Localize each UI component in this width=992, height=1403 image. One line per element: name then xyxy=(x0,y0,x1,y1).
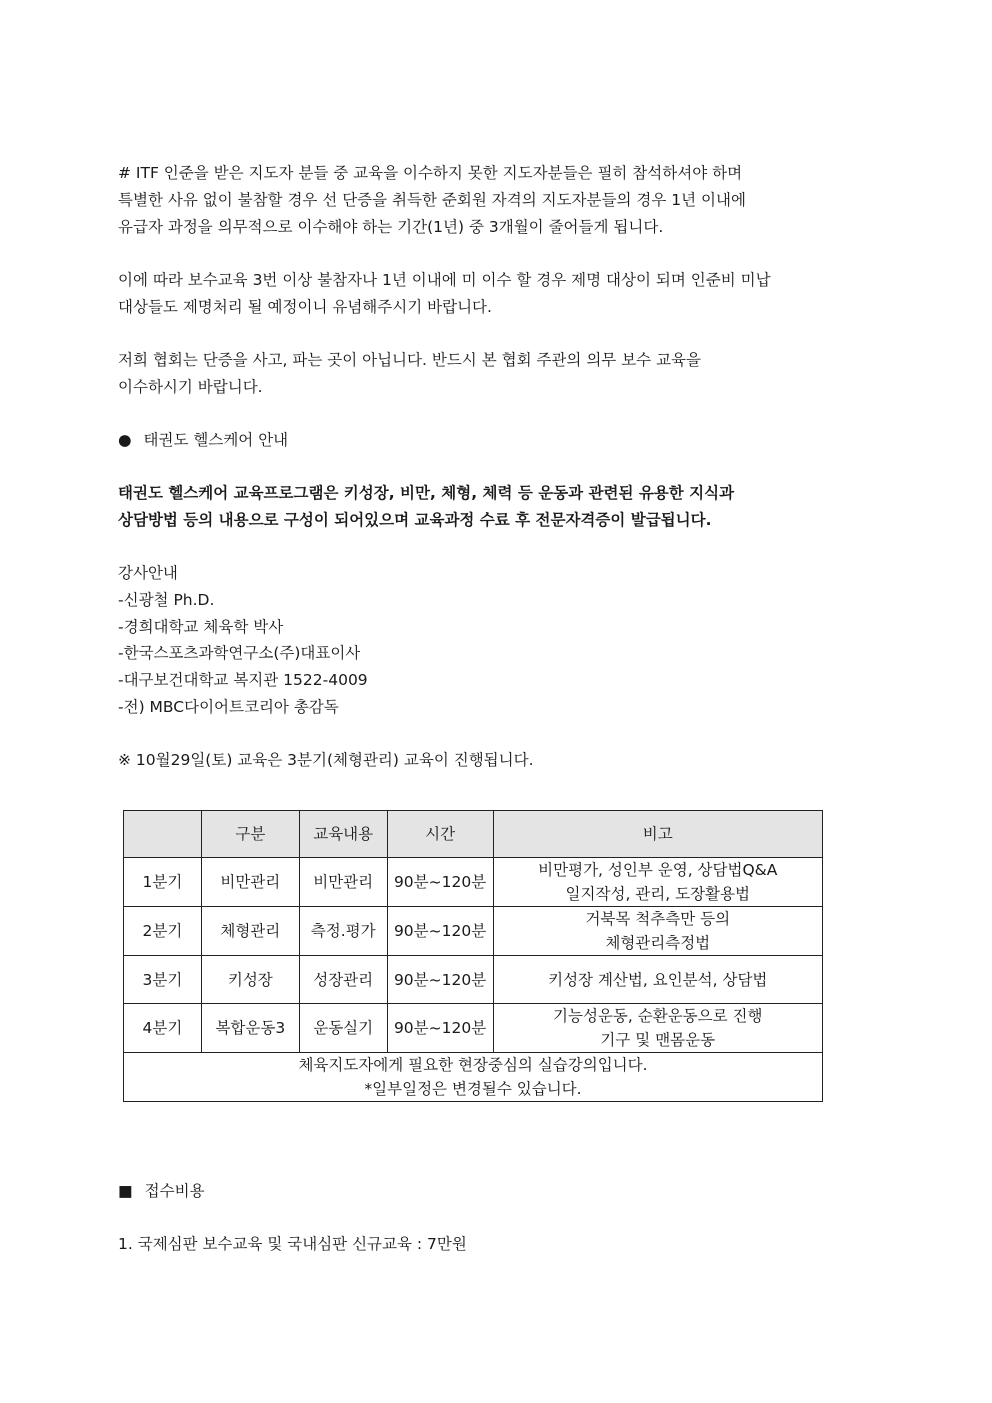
note-line: 일지작성, 관리, 도장활용법 xyxy=(565,885,750,903)
header-cell: 시간 xyxy=(387,811,493,858)
paragraph-line: 유급자 과정을 의무적으로 이수해야 하는 기간(1년) 중 3개월이 줄어들게 됩니다. xyxy=(118,218,664,236)
content-cell: 비만관리 xyxy=(299,858,387,907)
fee-item: 1. 국제심판 보수교육 및 국내심판 신규교육 : 7만원 xyxy=(118,1235,467,1253)
paragraph-line: 특별한 사유 없이 불참할 경우 선 단증을 취득한 준회원 자격의 지도자분들의 경우 1년 이내에 xyxy=(118,191,746,209)
header-cell: 구분 xyxy=(201,811,299,858)
header-cell xyxy=(124,811,202,858)
section-heading-fee xyxy=(118,1178,205,1204)
note-cell xyxy=(493,858,822,907)
time-cell: 90분~120분 xyxy=(387,956,493,1004)
instructor-item: -신광철 Ph.D. xyxy=(118,591,215,609)
footer-line: *일부일정은 변경될수 있습니다. xyxy=(364,1080,582,1098)
note-line: 키성장 계산법, 요인분석, 상담법 xyxy=(548,970,768,989)
section-heading-text: 접수비용 xyxy=(144,1182,205,1200)
instructor-heading: 강사안내 xyxy=(118,564,178,582)
table-header-row xyxy=(124,811,823,858)
category-cell: 키성장 xyxy=(201,956,299,1004)
table-footer-row xyxy=(124,1053,823,1102)
section-heading-text: 태권도 헬스케어 안내 xyxy=(143,431,289,449)
note-cell xyxy=(493,1004,822,1053)
term-cell: 2분기 xyxy=(124,907,202,956)
header-cell: 비고 xyxy=(493,811,822,858)
circle-bullet-icon: ● xyxy=(118,431,132,449)
notice-text: ※ 10월29일(토) 교육은 3분기(체형관리) 교육이 진행됩니다. xyxy=(118,751,534,769)
time-cell: 90분~120분 xyxy=(387,858,493,907)
note-line: 기구 및 맨몸운동 xyxy=(600,1031,716,1049)
note-line: 비만평가, 성인부 운영, 상담법Q&A xyxy=(538,861,778,879)
category-cell: 복합운동3 xyxy=(201,1004,299,1053)
table-row xyxy=(124,858,823,907)
category-cell: 체형관리 xyxy=(201,907,299,956)
paragraph-line: 저희 협회는 단증을 사고, 파는 곳이 아닙니다. 반드시 본 협회 주관의 의무 보수 교육을 xyxy=(118,351,701,369)
table-row xyxy=(124,907,823,956)
schedule-table xyxy=(123,810,823,1102)
note-line: 거북목 척추측만 등의 xyxy=(585,910,731,928)
term-cell: 4분기 xyxy=(124,1004,202,1053)
paragraph-line: 이수하시기 바랍니다. xyxy=(118,378,263,396)
table-row xyxy=(124,1004,823,1053)
instructor-item: -전) MBC다이어트코리아 총감독 xyxy=(118,698,339,716)
note-cell xyxy=(493,907,822,956)
intro-line: 상담방법 등의 내용으로 구성이 되어있으며 교육과정 수료 후 전문자격증이 발급됩니다. xyxy=(118,511,712,529)
table-row xyxy=(124,956,823,1004)
time-cell: 90분~120분 xyxy=(387,907,493,956)
term-cell: 3분기 xyxy=(124,956,202,1004)
paragraph-line: # ITF 인준을 받은 지도자 분들 중 교육을 이수하지 못한 지도자분들은 필히 참석하셔야 하며 xyxy=(118,164,743,182)
instructor-item: -한국스포츠과학연구소(주)대표이사 xyxy=(118,644,361,662)
footer-cell xyxy=(124,1053,823,1102)
section-heading-healthcare xyxy=(118,427,288,453)
paragraph-line: 대상들도 제명처리 될 예정이니 유념해주시기 바랍니다. xyxy=(118,298,492,316)
note-line: 체형관리측정법 xyxy=(605,934,711,952)
note-cell xyxy=(493,956,822,1004)
square-bullet-icon: ■ xyxy=(118,1182,133,1200)
content-cell: 성장관리 xyxy=(299,956,387,1004)
instructor-item: -경희대학교 체육학 박사 xyxy=(118,618,284,636)
term-cell: 1분기 xyxy=(124,858,202,907)
intro-line: 태권도 헬스케어 교육프로그램은 키성장, 비만, 체형, 체력 등 운동과 관련된 유용한 지식과 xyxy=(118,484,735,502)
footer-line: 체육지도자에게 필요한 현장중심의 실습강의입니다. xyxy=(298,1056,648,1074)
header-cell: 교육내용 xyxy=(299,811,387,858)
note-line: 기능성운동, 순환운동으로 진행 xyxy=(553,1007,763,1025)
time-cell: 90분~120분 xyxy=(387,1004,493,1053)
paragraph-line: 이에 따라 보수교육 3번 이상 불참자나 1년 이내에 미 이수 할 경우 제명 대상이 되며 인준비 미납 xyxy=(118,271,771,289)
category-cell: 비만관리 xyxy=(201,858,299,907)
content-cell: 측정.평가 xyxy=(299,907,387,956)
instructor-item: -대구보건대학교 복지관 1522-4009 xyxy=(118,671,368,689)
content-cell: 운동실기 xyxy=(299,1004,387,1053)
